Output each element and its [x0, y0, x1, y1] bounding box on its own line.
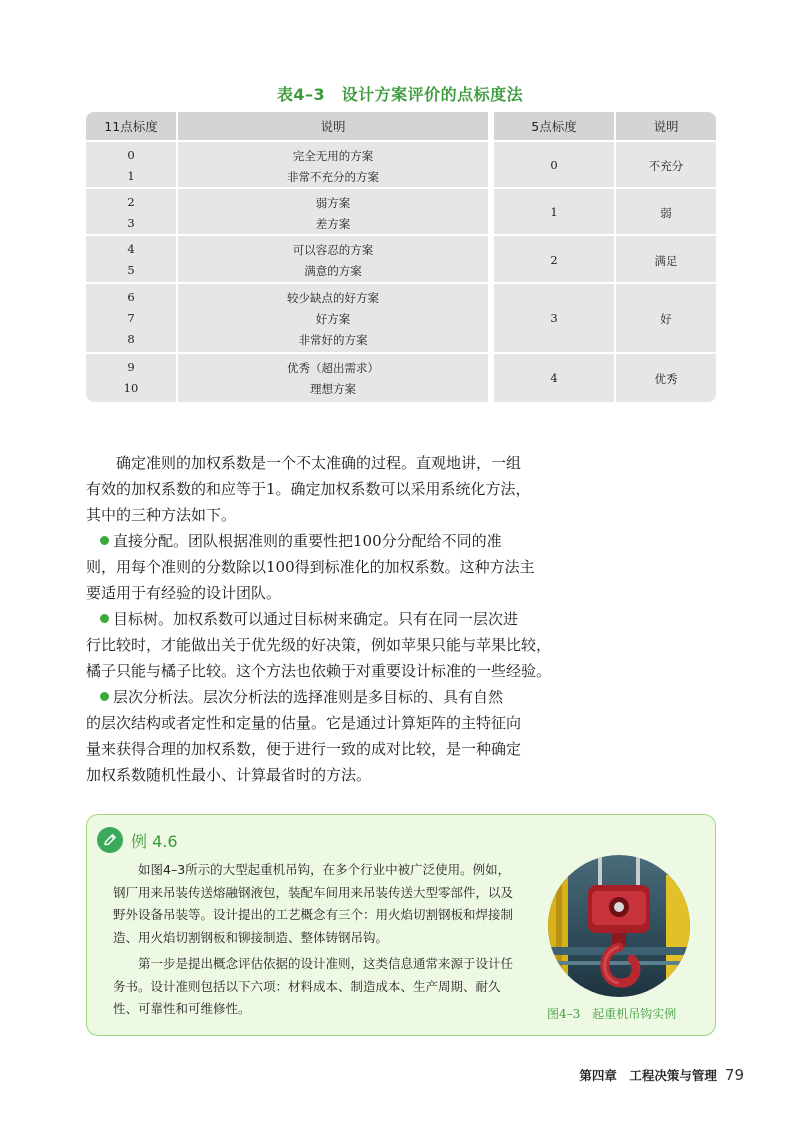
score-5-value: 2 — [550, 253, 558, 267]
point-description: 弱方案 — [315, 196, 351, 210]
text-line: 要适用于有经验的设计团队。 — [86, 584, 282, 602]
score-5-rating: 好 — [660, 312, 672, 326]
score-5-value: 4 — [550, 371, 558, 385]
point-description: 理想方案 — [310, 382, 356, 396]
bullet-direct-allocation — [86, 528, 716, 606]
chapter-title: 第四章 工程决策与管理 — [579, 1068, 717, 1083]
bullet-dot-icon — [100, 614, 109, 623]
text-line: 如图4–3所示的大型起重机吊钩，在多个行业中被广泛使用。例如， — [113, 862, 511, 877]
text-line: 第一步是提出概念评估依据的设计准则，这类信息通常来源于设计任 — [113, 956, 514, 971]
text-line: 橘子只能与橘子比较。这个方法也依赖于对重要设计标准的一些经验。 — [86, 662, 552, 680]
page-footer — [579, 1066, 744, 1084]
bullet-dot-icon — [100, 536, 109, 545]
score-5-rating: 不充分 — [648, 159, 684, 173]
header-description-5: 说明 — [616, 112, 716, 140]
point-description: 差方案 — [315, 217, 351, 231]
text-line: 务书。设计准则包括以下六项：材料成本、制造成本、生产周期、耐久 — [113, 978, 501, 994]
bullet-dot-icon — [100, 692, 109, 701]
header-5-point: 5点标度 — [494, 112, 614, 140]
text-line: 则，用每个准则的分数除以100得到标准化的加权系数。这种方法主 — [86, 558, 535, 576]
crane-hook-photo — [548, 855, 690, 997]
example-paragraph-2 — [113, 953, 545, 1021]
point-value: 3 — [127, 216, 135, 230]
score-5-rating: 弱 — [660, 206, 672, 220]
text-line: 目标树。加权系数可以通过目标树来确定。只有在同一层次进 — [113, 610, 519, 628]
bullet-first-line — [86, 684, 716, 710]
point-description: 满意的方案 — [304, 264, 362, 278]
bullet-objective-tree — [86, 606, 716, 684]
point-value: 0 — [127, 148, 135, 162]
point-value: 8 — [127, 332, 135, 346]
bullet-first-line — [86, 528, 716, 554]
point-value: 6 — [127, 290, 135, 304]
point-description: 较少缺点的好方案 — [287, 291, 379, 305]
divider — [86, 234, 716, 236]
example-title: 例 4.6 — [131, 832, 178, 851]
header-11-point: 11点标度 — [86, 112, 176, 140]
text-line: 直接分配。团队根据准则的重要性把100分分配给不同的准 — [113, 532, 502, 550]
text-line: 加权系数随机性最小、计算最省时的方法。 — [86, 766, 372, 784]
bullet-first-line — [86, 606, 716, 632]
point-value: 9 — [127, 360, 135, 374]
bullet-ahp — [86, 684, 716, 788]
text-line: 野外设备吊装等。设计提出的工艺概念有三个：用火焰切割钢板和焊接制 — [113, 907, 514, 922]
score-5-value: 3 — [550, 311, 558, 325]
point-description: 可以容忍的方案 — [292, 243, 374, 257]
text-line: 钢厂用来吊装传送熔融钢液包，装配车间用来吊装传送大型零部件，以及 — [113, 884, 514, 900]
point-value: 1 — [127, 169, 135, 183]
point-description: 非常不充分的方案 — [287, 170, 379, 184]
example-paragraph-1 — [113, 859, 545, 949]
score-5-value: 1 — [550, 205, 558, 219]
point-description: 完全无用的方案 — [292, 149, 374, 163]
point-value: 5 — [127, 263, 135, 277]
score-5-rating: 满足 — [654, 254, 678, 268]
point-value: 2 — [127, 195, 135, 209]
text-line: 有效的加权系数的和应等于1。确定加权系数可以采用系统化方法， — [86, 480, 531, 498]
point-value: 10 — [123, 381, 139, 395]
text-line: 量来获得合理的加权系数，便于进行一致的成对比较，是一种确定 — [86, 740, 522, 758]
divider — [86, 282, 716, 284]
score-5-value: 0 — [550, 158, 558, 172]
score-5-rating: 优秀 — [654, 372, 678, 386]
text-line: 其中的三种方法如下。 — [86, 506, 237, 524]
example-box — [86, 814, 716, 1036]
figure-caption: 图4–3 起重机吊钩实例 — [547, 1007, 677, 1021]
header-description-11: 说明 — [178, 112, 488, 140]
text-line: 层次分析法。层次分析法的选择准则是多目标的、具有自然 — [113, 688, 504, 706]
point-value: 7 — [127, 311, 135, 325]
text-line: 的层次结构或者定性和定量的估量。它是通过计算矩阵的主特征向 — [86, 714, 522, 732]
text-line: 行比较时，才能做出关于优先级的好决策，例如苹果只能与苹果比较， — [86, 636, 552, 654]
rating-scale-table — [86, 112, 716, 402]
text-line: 性、可靠性和可维修性。 — [113, 1001, 251, 1016]
example-pencil-icon — [97, 827, 123, 853]
page-number: 79 — [724, 1066, 744, 1084]
divider — [86, 187, 716, 189]
divider — [86, 140, 716, 142]
text-line: 确定准则的加权系数是一个不太准确的过程。直观地讲，一组 — [86, 454, 522, 472]
table-title: 表4–3 设计方案评价的点标度法 — [276, 85, 524, 104]
point-value: 4 — [127, 242, 135, 256]
intro-paragraph — [86, 450, 716, 528]
point-description: 好方案 — [315, 312, 351, 326]
point-description: 非常好的方案 — [298, 333, 368, 347]
divider — [86, 352, 716, 354]
text-line: 造、用火焰切割钢板和铆接制造、整体铸钢吊钩。 — [113, 929, 389, 945]
point-description: 优秀（超出需求） — [287, 361, 379, 375]
